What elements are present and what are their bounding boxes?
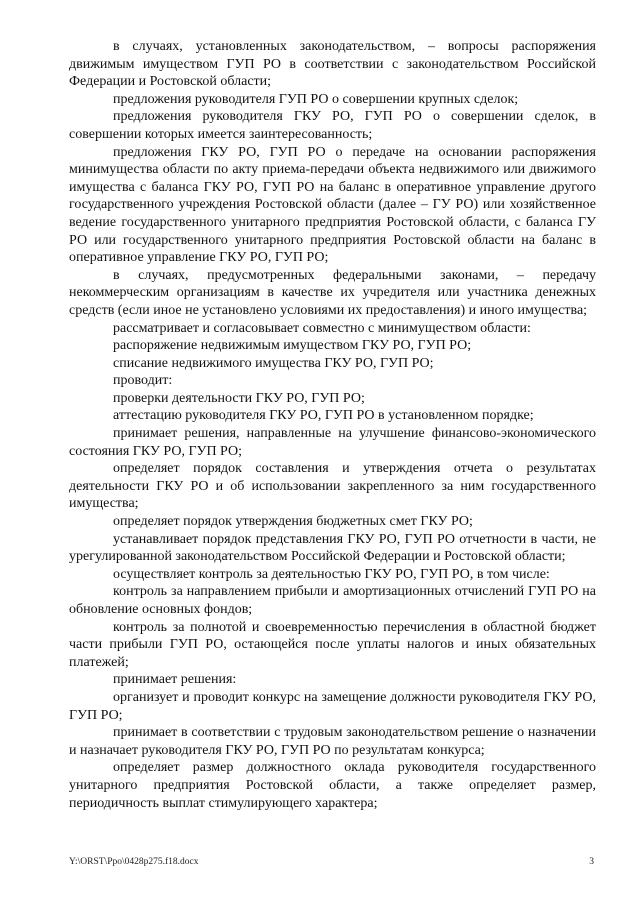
document-body bbox=[69, 38, 596, 812]
paragraph: устанавливает порядок представления ГКУ РО, ГУП РО отчетности в части, не урегулированной законодательством Российской Федерации и Ростовской области; bbox=[69, 531, 596, 565]
paragraph: проводит: bbox=[113, 373, 173, 389]
footer-file-path: Y:\ORST\Ppo\0428p275.f18.docx bbox=[69, 857, 199, 867]
paragraph: проверки деятельности ГКУ РО, ГУП РО; bbox=[113, 390, 365, 406]
paragraph: принимает решения: bbox=[113, 672, 237, 688]
paragraph: принимает в соответствии с трудовым законодательством решение о назначении и назначает руководителя ГКУ РО, ГУП РО по результатам конкурса; bbox=[69, 725, 596, 758]
paragraph: определяет размер должностного оклада руководителя государственного унитарного предприятия Ростовской области, а также определяет размер, периодичность выплат стимулирующего характера; bbox=[69, 760, 596, 811]
paragraph: в случаях, установленных законодательством, – вопросы распоряжения движимым имуществом ГУП РО в соответствии с законодательством Российской Федерации и Ростовской области; bbox=[69, 39, 596, 90]
paragraph: определяет порядок утверждения бюджетных смет ГКУ РО; bbox=[113, 514, 473, 530]
paragraph: предложения руководителя ГУП РО о совершении крупных сделок; bbox=[113, 91, 519, 107]
paragraph: контроль за направлением прибыли и амортизационных отчислений ГУП РО на обновление основных фондов; bbox=[69, 584, 596, 617]
paragraph: рассматривает и согласовывает совместно с минимуществом области: bbox=[113, 320, 531, 336]
paragraph: предложения ГКУ РО, ГУП РО о передаче на основании распоряжения минимущества области по акту приема-передачи объекта недвижимого или движимого имущества с баланса ГКУ РО, ГУП РО на баланс в оперативное управление другого государственного учреждения Ростовской области (далее – ГУ РО) или хозяйственное ведение государственного унитарного предприятия Ростовской области, с баланса ГУ РО или государственного унитарного предприятия Ростовской области на баланс в оперативное управление ГКУ РО, ГУП РО; bbox=[69, 144, 596, 266]
paragraph: контроль за полнотой и своевременностью перечисления в областной бюджет части прибыли ГУП РО, остающейся после уплаты налогов и иных обязательных платежей; bbox=[69, 619, 596, 670]
paragraph: списание недвижимого имущества ГКУ РО, ГУП РО; bbox=[113, 355, 434, 371]
page-number: 3 bbox=[589, 857, 594, 867]
paragraph: аттестацию руководителя ГКУ РО, ГУП РО в установленном порядке; bbox=[113, 408, 534, 424]
paragraph: распоряжение недвижимым имуществом ГКУ РО, ГУП РО; bbox=[113, 338, 472, 354]
paragraph: организует и проводит конкурс на замещение должности руководителя ГКУ РО, ГУП РО; bbox=[69, 689, 596, 723]
paragraph: в случаях, предусмотренных федеральными законами, – передачу некоммерческим организациям в качестве их учредителя или участника денежных средств (если иное не установлено условиями их предоставления) и иного имущества; bbox=[69, 267, 596, 318]
paragraph: осуществляет контроль за деятельностью ГКУ РО, ГУП РО, в том числе: bbox=[113, 566, 550, 582]
paragraph: определяет порядок составления и утверждения отчета о результатах деятельности ГКУ РО и об использовании закрепленного за ним государственного имущества; bbox=[69, 461, 596, 512]
paragraph: предложения руководителя ГКУ РО, ГУП РО о совершении сделок, в совершении которых имеется заинтересованность; bbox=[69, 109, 596, 142]
paragraph: принимает решения, направленные на улучшение финансово-экономического состояния ГКУ РО, ГУП РО; bbox=[69, 426, 596, 459]
